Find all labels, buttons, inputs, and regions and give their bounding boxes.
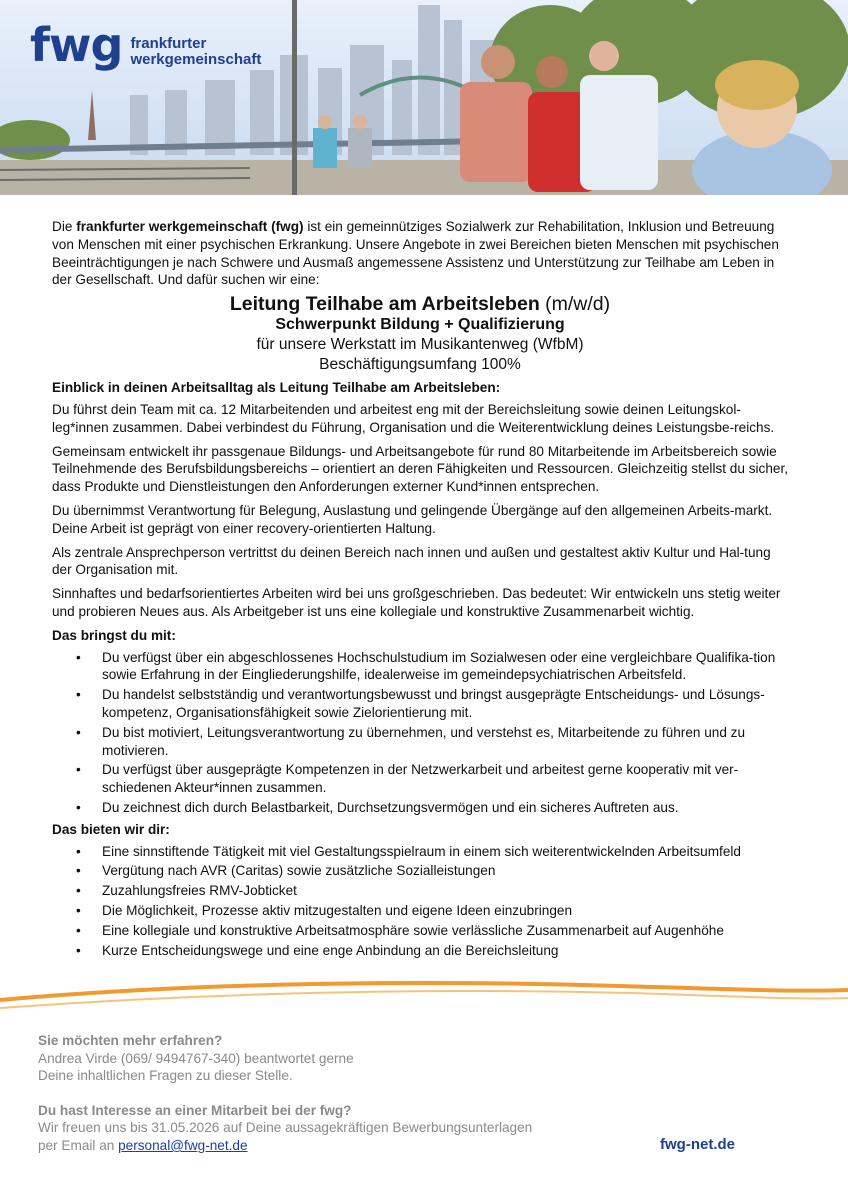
list-item: • Du handelst selbstständig und verantwortungsbewusst und bringst ausgeprägte Entscheidungs- und Lösungs-kompetenz, Organisationsfähigkeit sowie Zielorientierung mit. [52,686,788,722]
list-item: • Du verfügst über ausgeprägte Kompetenzen in der Netzwerkarbeit und arbeitest gerne kooperativ mit ver-schiedenen Akteur*innen zusammen. [52,761,788,797]
offers-list [52,843,788,960]
job-gender-note: (m/w/d) [539,293,611,316]
job-scope: Beschäftigungsumfang 100% [319,356,521,374]
insight-paragraph: Gemeinsam entwickelt ihr passgenaue Bildungs- und Arbeitsangebote für rund 80 Mitarbeitende im Arbeitsbereich sowie Teilnehmende des Berufsbildungsbereichs – orientiert an deren Fähigkeiten und Ressourcen. Gleichzeitig stellst du sicher, dass Produkte und Dienstleistungen den Anforderungen externer Kund*innen entsprechen. [52,443,788,495]
fwg-logo[interactable] [30,18,262,72]
requirements-heading: Das bringst du mit: [52,627,176,643]
insight-heading: Einblick in deinen Arbeitsalltag als Leitung Teilhabe am Arbeitsleben: [52,380,501,396]
job-title-text: Leitung Teilhabe am Arbeitsleben [229,293,540,316]
contact-line-2: Deine inhaltlichen Fragen zu dieser Stelle. [38,1068,293,1084]
list-item: • Eine sinnstiftende Tätigkeit mit viel Gestaltungsspielraum in einem sich weiterentwickelnden Arbeitsumfeld [52,843,788,861]
list-item: • Eine kollegiale und konstruktive Arbeitsatmosphäre sowie verlässliche Zusammenarbeit auf Augenhöhe [52,922,788,940]
list-item: • Du bist motiviert, Leitungsverantwortung zu übernehmen, und verstehst es, Mitarbeitende zu führen und zu motivieren. [52,724,788,760]
list-item: • Vergütung nach AVR (Caritas) sowie zusätzliche Sozialleistungen [52,862,788,880]
list-item: • Du zeichnest dich durch Belastbarkeit, Durchsetzungsvermögen und ein sicheres Auftreten aus. [52,799,788,817]
job-focus: Schwerpunkt Bildung + Qualifizierung [275,316,565,334]
job-location: für unsere Werkstatt im Musikantenweg (WfbM) [256,336,584,354]
apply-line-2 [38,1137,532,1155]
list-item: • Zuzahlungsfreies RMV-Jobticket [52,882,788,900]
logo-line-2: werkgemeinschaft [130,51,262,68]
organization-name: frankfurter werkgemeinschaft (fwg) [76,219,304,234]
intro-after: ist ein gemeinnütziges Sozialwerk zur Rehabilitation, Inklusion und Betreuung von Menschen mit einer psychischen Erkrankung. Unsere Angebote in zwei Bereichen bieten Menschen mit psychischen Beeinträchtigungen je nach Schwere und Ausmaß angemessene Assistenz und Unterstützung zur Teilhabe am Leben in der Gesellschaft. Und dafür suchen wir eine: [52,219,779,288]
footer-question-2: Du hast Interesse an einer Mitarbeit bei der fwg? [38,1102,352,1118]
job-posting-body [52,218,788,963]
contact-footer [38,1032,532,1155]
insight-paragraph: Als zentrale Ansprechperson vertrittst du deinen Bereich nach innen und außen und gestaltest aktiv Kultur und Hal-tung der Organisation mit. [52,544,771,578]
contact-line-1: Andrea Virde (069/ 9494767-340) beantwortet gerne [38,1050,354,1066]
logo-line-1: frankfurter [130,35,207,52]
apply-prefix: per Email an [38,1137,119,1153]
offers-heading: Das bieten wir dir: [52,821,170,837]
insight-paragraph: Du übernimmst Verantwortung für Belegung, Auslastung und gelingende Übergänge auf den allgemeinen Arbeits-markt. Deine Arbeit ist geprägt von einer recovery-orientierten Haltung. [52,502,773,536]
intro-before: Die [52,219,77,234]
email-link[interactable]: personal@fwg-net.de [118,1137,248,1153]
intro-paragraph [52,218,788,289]
list-item: • Kurze Entscheidungswege und eine enge Anbindung an die Bereichsleitung [52,942,788,960]
requirements-list [52,649,788,817]
job-title [52,293,788,315]
apply-line-1: Wir freuen uns bis 31.05.2026 auf Deine aussagekräftigen Bewerbungsunterlagen [38,1120,533,1136]
website-link[interactable]: fwg-net.de [660,1136,735,1153]
logo-mark: fwg [30,18,123,72]
insight-paragraph: Sinnhaftes und bedarfsorientiertes Arbeiten wird bei uns großgeschrieben. Das bedeutet: Wir entwickeln uns stetig weiter und probieren Neues aus. Als Arbeitgeber ist uns eine kollegiale und konstruktive Zusammenarbeit wichtig. [52,586,781,619]
orange-wave-divider [0,978,848,1018]
list-item: • Du verfügst über ein abgeschlossenes Hochschulstudium im Sozialwesen oder eine vergleichbare Qualifika-tion sowie Erfahrung in der Eingliederungshilfe, idealerweise im gemeindepsychiatrischen Arbeitsfeld. [52,649,788,685]
logo-wordmark [130,36,261,68]
hero-photo [0,0,848,195]
insight-paragraph: Du führst dein Team mit ca. 12 Mitarbeitenden und arbeitest eng mit der Bereichsleitung sowie deinen Leitungskol-leg*innen zusammen. Dabei verbindest du Führung, Organisation und die Weiterentwicklung deines Leistungsbe-reichs. [52,401,775,435]
footer-question-1: Sie möchten mehr erfahren? [38,1033,223,1048]
job-title-block [52,293,788,375]
list-item: • Die Möglichkeit, Prozesse aktiv mitzugestalten und eigene Ideen einzubringen [52,902,788,920]
